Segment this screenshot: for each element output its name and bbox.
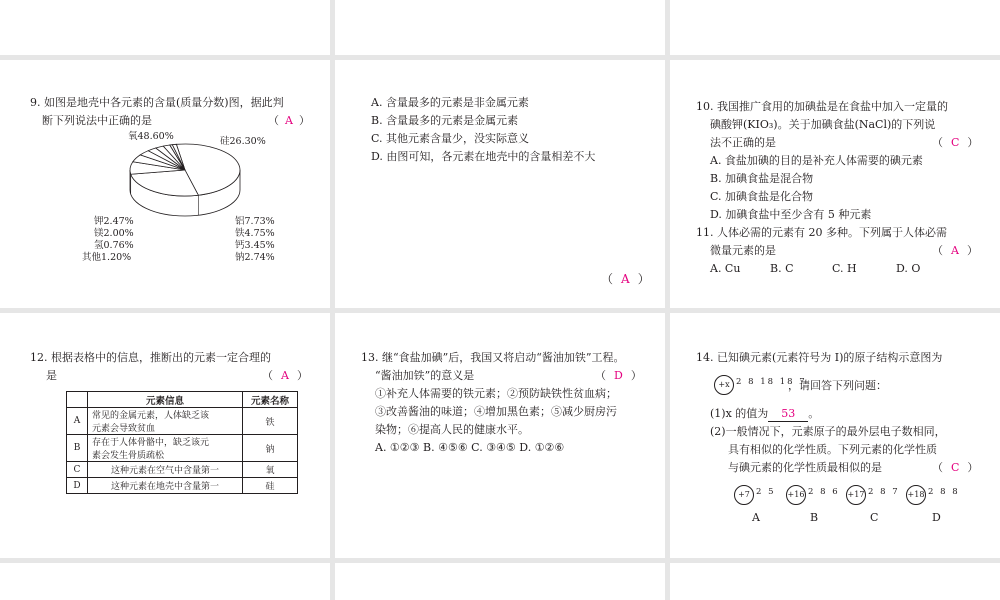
q9-stem-line2: 断下列说法中正确的是 bbox=[42, 114, 152, 127]
pie-label-h: 氢0.76% bbox=[94, 240, 134, 251]
pie-label-si: 硅26.30% bbox=[220, 136, 266, 147]
table-row bbox=[67, 478, 298, 494]
row-label: B bbox=[67, 435, 88, 462]
q14-sub2-line3: 与碘元素的化学性质最相似的是 bbox=[728, 461, 882, 474]
q13-line4: ③改善酱油的味道；④增加黑色素；⑤减少厨房污 bbox=[375, 405, 617, 418]
row-info: 这种元素在空气中含量第一 bbox=[88, 462, 243, 478]
pie-label-other: 其他1.20% bbox=[82, 252, 132, 263]
q14-tail: ，请回答下列问题： bbox=[788, 379, 887, 392]
card-question-14 bbox=[670, 313, 1000, 558]
q10-line3: 法不正确的是 bbox=[710, 136, 776, 149]
row-info: 常见的金属元素，人体缺乏该 元素会导致贫血 bbox=[88, 408, 243, 435]
q14-answer-paren: （ C ） bbox=[932, 461, 979, 474]
q12-line1: 12. 根据表格中的信息，推断出的元素一定合理的 bbox=[30, 351, 271, 364]
row-name: 氧 bbox=[243, 462, 298, 478]
choice-a-label: A bbox=[752, 511, 760, 524]
card-bottom-right bbox=[670, 563, 1000, 600]
q9-answer-paren: （ A ） bbox=[268, 114, 310, 127]
table-row bbox=[67, 462, 298, 478]
q10-answer: C bbox=[951, 136, 960, 149]
pie-label-o: 氧48.60% bbox=[128, 131, 174, 142]
choice-d-label: D bbox=[932, 511, 941, 524]
q11-line2: 微量元素的是 bbox=[710, 244, 776, 257]
q12-answer: A bbox=[281, 369, 289, 382]
card-top-right bbox=[670, 0, 1000, 55]
q9-pie-chart bbox=[0, 120, 330, 308]
q10-answer-paren: （ C ） bbox=[932, 136, 979, 149]
choice-c-label: C bbox=[870, 511, 879, 524]
card-top-left bbox=[0, 0, 330, 55]
table-header-blank bbox=[67, 392, 88, 408]
q14-sub1-answer: 53 bbox=[768, 407, 808, 422]
q10-option-b: B. 加碘食盐是混合物 bbox=[710, 172, 814, 185]
row-label: D bbox=[67, 478, 88, 494]
q11-answer-paren: （ A ） bbox=[932, 244, 978, 257]
q13-line1: 13. 继“食盐加碘”后，我国又将启动“酱油加铁”工程。 bbox=[361, 351, 625, 364]
pie-label-k: 钾2.47% bbox=[94, 216, 134, 227]
q11-option-b: B. C bbox=[770, 262, 794, 275]
row-name: 硅 bbox=[243, 478, 298, 494]
row-label: C bbox=[67, 462, 88, 478]
table-header-info: 元素信息 bbox=[88, 392, 243, 408]
card-question-13 bbox=[335, 313, 665, 558]
table-row bbox=[67, 408, 298, 435]
q11-option-a: A. Cu bbox=[710, 262, 741, 275]
pie-label-ca: 钙3.45% bbox=[235, 240, 275, 251]
card-bottom-left bbox=[0, 563, 330, 600]
choice-b-label: B bbox=[810, 511, 819, 524]
choice-d-atom: +18 2 8 8 bbox=[906, 485, 966, 507]
q11-option-d: D. O bbox=[896, 262, 921, 275]
card-top-mid bbox=[335, 0, 665, 55]
q10-option-a: A. 食盐加碘的目的是补充人体需要的碘元素 bbox=[710, 154, 923, 167]
iodine-nucleus: +x bbox=[714, 375, 734, 395]
pie-label-al: 铝7.73% bbox=[235, 216, 275, 227]
q9-option-a: A. 含量最多的元素是非金属元素 bbox=[371, 96, 529, 109]
pie-label-fe: 铁4.75% bbox=[235, 228, 275, 239]
q13-line5: 染物；⑥提高人民的健康水平。 bbox=[375, 423, 529, 436]
q14-line1: 14. 已知碘元素(元素符号为 I)的原子结构示意图为 bbox=[696, 351, 943, 364]
q11-option-c: C. H bbox=[832, 262, 857, 275]
pie-label-mg: 镁2.00% bbox=[94, 228, 134, 239]
card-question-10-11 bbox=[670, 60, 1000, 308]
q13-options: A. ①②③ B. ④⑤⑥ C. ③④⑤ D. ①②⑥ bbox=[375, 441, 565, 454]
q12-answer-paren: （ A ） bbox=[262, 369, 308, 382]
q12-info-table bbox=[66, 391, 298, 494]
q14-sub1: (1)x 的值为 53 。 bbox=[710, 407, 820, 420]
q9-answer: A bbox=[285, 114, 293, 127]
card-bottom-mid bbox=[335, 563, 665, 600]
card-question-12 bbox=[0, 313, 330, 558]
q9-option-c: C. 其他元素含量少，没实际意义 bbox=[371, 132, 530, 145]
q10-option-c: C. 加碘食盐是化合物 bbox=[710, 190, 814, 203]
choice-a-atom: +7 2 5 bbox=[734, 485, 794, 507]
q9-stem-line1: 9. 如图是地壳中各元素的含量(质量分数)图，据此判 bbox=[30, 96, 284, 109]
q13-answer-paren: （ D ） bbox=[595, 369, 642, 382]
q9-answer-repeat: （ A ） bbox=[601, 272, 650, 286]
pie-label-na: 钠2.74% bbox=[235, 252, 275, 263]
q9-option-b: B. 含量最多的元素是金属元素 bbox=[371, 114, 519, 127]
choice-c-atom: +17 2 8 7 bbox=[846, 485, 906, 507]
card-question-9 bbox=[0, 60, 330, 308]
row-info: 存在于人体骨骼中，缺乏该元 素会发生骨质疏松 bbox=[88, 435, 243, 462]
q9-option-d: D. 由图可知，各元素在地壳中的含量相差不大 bbox=[371, 150, 596, 163]
q10-line2: 碘酸钾(KIO₃)。关于加碘食盐(NaCl)的下列说 bbox=[710, 118, 936, 131]
q11-line1: 11. 人体必需的元素有 20 多种。下列属于人体必需 bbox=[696, 226, 947, 239]
q13-line3: ①补充人体需要的铁元素；②预防缺铁性贫血病； bbox=[375, 387, 617, 400]
q13-answer: D bbox=[614, 369, 623, 382]
q14-sub2-line1: (2)一般情况下，元素原子的最外层电子数相同， bbox=[710, 425, 946, 438]
row-label: A bbox=[67, 408, 88, 435]
q14-answer: C bbox=[951, 461, 960, 474]
q11-answer: A bbox=[951, 244, 959, 257]
choice-b-atom: +16 2 8 6 bbox=[786, 485, 846, 507]
row-info: 这种元素在地壳中含量第一 bbox=[88, 478, 243, 494]
q14-sub2-line2: 具有相似的化学性质。下列元素的化学性质 bbox=[728, 443, 937, 456]
q13-line2: “酱油加铁”的意义是 bbox=[375, 369, 475, 382]
q10-line1: 10. 我国推广食用的加碘盐是在食盐中加入一定量的 bbox=[696, 100, 948, 113]
card-question-9-options bbox=[335, 60, 665, 308]
table-header-name: 元素名称 bbox=[243, 392, 298, 408]
row-name: 铁 bbox=[243, 408, 298, 435]
iodine-shells: 2 8 18 18 7 bbox=[736, 377, 807, 387]
q10-option-d: D. 加碘食盐中至少含有 5 种元素 bbox=[710, 208, 872, 221]
table-row bbox=[67, 435, 298, 462]
row-name: 钠 bbox=[243, 435, 298, 462]
q12-line2: 是 bbox=[46, 369, 57, 382]
